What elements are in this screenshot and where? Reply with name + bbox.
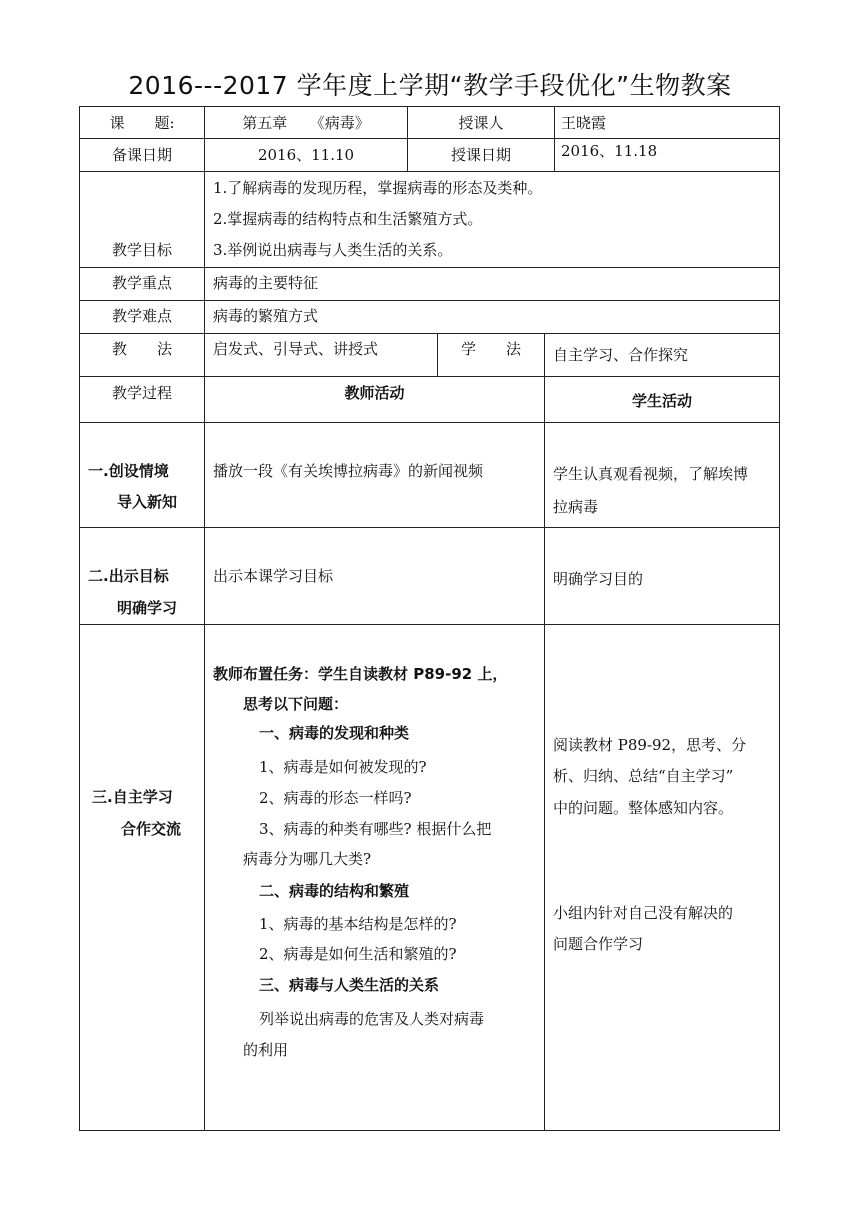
- student-activity: 中的问题。整体感知内容。: [553, 799, 734, 817]
- col-line: [204, 106, 205, 1131]
- goal-item: 3.举例说出病毒与人类生活的关系。: [213, 241, 453, 259]
- teacher-label: 授课人: [458, 114, 504, 132]
- goal-item: 2.掌握病毒的结构特点和生活繁殖方式。: [213, 210, 483, 228]
- row-line: [79, 527, 780, 528]
- row-line: [79, 333, 780, 334]
- col-line: [554, 106, 555, 171]
- row-line: [79, 106, 780, 107]
- student-activity: 小组内针对自己没有解决的: [553, 904, 734, 922]
- prep-date-value: 2016、11.10: [257, 146, 355, 164]
- goal-item: 1.了解病毒的发现历程，掌握病毒的形态及类种。: [213, 179, 543, 197]
- step-title: 三.自主学习: [92, 788, 173, 806]
- question-item: 列举说出病毒的危害及人类对病毒: [259, 1010, 485, 1028]
- question-heading: 三、病毒与人类生活的关系: [259, 976, 440, 994]
- question-heading: 一、病毒的发现和种类: [259, 724, 410, 742]
- difficulty-label: 教学难点: [111, 307, 172, 325]
- key-point-label: 教学重点: [111, 274, 172, 292]
- teacher-task: 教师布置任务：学生自读教材 P89-92 上，: [213, 665, 508, 683]
- topic-value: 第五章 《病毒》: [242, 114, 370, 132]
- student-activity: 拉病毒: [553, 498, 599, 516]
- student-activity: 析、归纳、总结“自主学习”: [553, 767, 734, 785]
- process-label: 教学过程: [111, 384, 172, 402]
- difficulty-value: 病毒的繁殖方式: [213, 307, 319, 325]
- row-line: [79, 1130, 780, 1131]
- learn-method-label: 学 法: [460, 340, 521, 358]
- student-activity: 明确学习目的: [553, 570, 644, 588]
- step-title: 二.出示目标: [88, 567, 169, 585]
- row-line: [79, 267, 780, 268]
- student-activity-header: 学生活动: [631, 392, 692, 410]
- row-line: [79, 171, 780, 172]
- teacher-activity: 播放一段《有关埃博拉病毒》的新闻视频: [213, 462, 484, 480]
- step-title: 一.创设情境: [88, 462, 169, 480]
- row-line: [79, 376, 780, 377]
- teacher-value: 王晓霞: [561, 114, 607, 132]
- teach-method-value: 启发式、引导式、讲授式: [213, 340, 379, 358]
- question-item: 2、病毒的形态一样吗?: [259, 789, 412, 807]
- teacher-task: 思考以下问题：: [243, 695, 349, 713]
- col-line: [544, 333, 545, 1131]
- student-activity: 学生认真观看视频，了解埃博: [553, 465, 749, 483]
- col-line: [779, 106, 780, 1131]
- teacher-activity: 出示本课学习目标: [213, 567, 334, 585]
- step-title: 合作交流: [121, 820, 182, 838]
- question-item: 3、病毒的种类有哪些? 根据什么把: [259, 820, 492, 838]
- step-title: 导入新知: [117, 493, 178, 511]
- question-item: 的利用: [243, 1041, 289, 1059]
- row-line: [79, 624, 780, 625]
- question-item: 1、病毒是如何被发现的?: [259, 758, 427, 776]
- student-activity: 问题合作学习: [553, 935, 644, 953]
- row-line: [79, 138, 780, 139]
- step-title: 明确学习: [117, 599, 178, 617]
- teach-date-label: 授课日期: [450, 146, 511, 164]
- topic-label: 课 题:: [109, 114, 175, 132]
- question-item: 1、病毒的基本结构是怎样的?: [259, 915, 457, 933]
- question-heading: 二、病毒的结构和繁殖: [259, 882, 410, 900]
- row-line: [79, 422, 780, 423]
- question-item: 2、病毒是如何生活和繁殖的?: [259, 945, 457, 963]
- teach-method-label: 教 法: [111, 340, 172, 358]
- goals-label: 教学目标: [111, 241, 172, 259]
- prep-date-label: 备课日期: [111, 146, 172, 164]
- student-activity: 阅读教材 P89-92，思考、分: [553, 736, 747, 754]
- teacher-activity-header: 教师活动: [344, 384, 405, 402]
- teach-date-value: 2016、11.18: [561, 142, 658, 160]
- learn-method-value: 自主学习、合作探究: [553, 346, 689, 364]
- page-title: 2016---2017 学年度上学期“教学手段优化”生物教案: [128, 71, 732, 100]
- row-line: [79, 300, 780, 301]
- question-item: 病毒分为哪几大类?: [243, 850, 372, 868]
- key-point-value: 病毒的主要特征: [213, 274, 319, 292]
